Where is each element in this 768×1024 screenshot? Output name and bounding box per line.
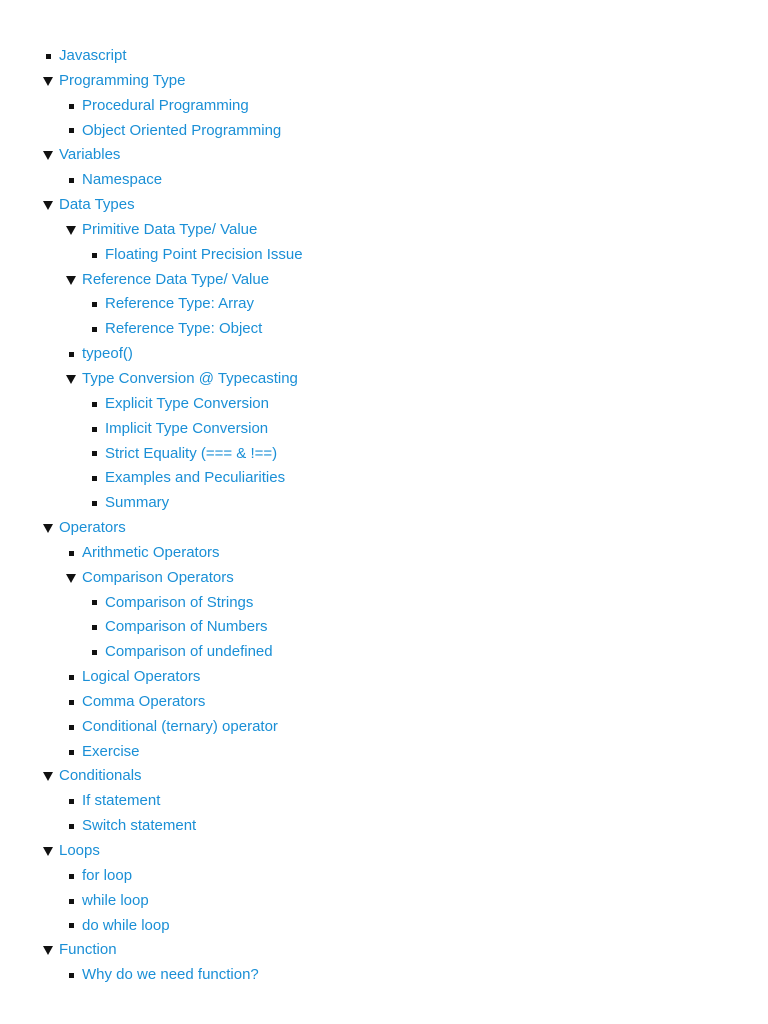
toc-item — [0, 516, 768, 541]
square-bullet-icon — [87, 292, 101, 317]
caret-down-icon[interactable] — [64, 566, 78, 591]
toc-link[interactable]: Conditionals — [59, 767, 142, 785]
toc-link[interactable]: Exercise — [82, 742, 140, 760]
toc-item — [0, 466, 768, 491]
toc-link[interactable]: Comparison of Strings — [105, 593, 254, 611]
toc-link[interactable]: Programming Type — [59, 71, 186, 89]
toc-link[interactable]: Examples and Peculiarities — [105, 469, 286, 487]
toc-item — [0, 938, 768, 963]
square-bullet-icon — [64, 168, 78, 193]
square-bullet-icon — [87, 417, 101, 442]
toc-item — [0, 342, 768, 367]
square-bullet-icon — [64, 914, 78, 939]
caret-down-icon[interactable] — [64, 367, 78, 392]
toc-item — [0, 615, 768, 640]
square-bullet-icon — [64, 665, 78, 690]
toc-item — [0, 94, 768, 119]
square-bullet-icon — [87, 392, 101, 417]
square-bullet-icon — [64, 119, 78, 144]
caret-down-icon[interactable] — [41, 143, 55, 168]
square-bullet-icon — [64, 789, 78, 814]
toc-link[interactable]: Variables — [59, 146, 121, 164]
caret-down-icon[interactable] — [41, 764, 55, 789]
caret-down-icon[interactable] — [41, 938, 55, 963]
toc-link[interactable]: while loop — [82, 891, 149, 909]
toc-link[interactable]: Arithmetic Operators — [82, 543, 220, 561]
toc-link[interactable]: Procedural Programming — [82, 96, 249, 114]
square-bullet-icon — [64, 715, 78, 740]
toc-link[interactable]: Conditional (ternary) operator — [82, 717, 278, 735]
toc-link[interactable]: Javascript — [59, 47, 127, 64]
square-bullet-icon — [87, 243, 101, 268]
toc-item — [0, 168, 768, 193]
square-bullet-icon — [64, 690, 78, 715]
toc-item — [0, 69, 768, 94]
toc-link[interactable]: Reference Data Type/ Value — [82, 270, 270, 288]
toc-link[interactable]: If statement — [82, 792, 161, 810]
square-bullet-icon — [64, 889, 78, 914]
square-bullet-icon — [64, 814, 78, 839]
toc-item — [0, 566, 768, 591]
toc-item — [0, 640, 768, 665]
toc-link[interactable]: Reference Type: Object — [105, 320, 263, 338]
toc-link[interactable]: Strict Equality (=== & !==) — [105, 444, 278, 462]
toc-link[interactable]: typeof() — [82, 345, 133, 363]
toc-item — [0, 491, 768, 516]
toc-item — [0, 193, 768, 218]
toc-link[interactable]: do while loop — [82, 916, 170, 934]
square-bullet-icon — [41, 44, 55, 69]
toc-link[interactable]: Object Oriented Programming — [82, 121, 282, 139]
toc-item — [0, 268, 768, 293]
toc-item — [0, 119, 768, 144]
toc-item — [0, 715, 768, 740]
square-bullet-icon — [64, 963, 78, 988]
toc-link[interactable]: Floating Point Precision Issue — [105, 245, 303, 263]
toc-item — [0, 665, 768, 690]
toc-link[interactable]: Operators — [59, 519, 126, 537]
caret-down-icon[interactable] — [41, 69, 55, 94]
toc-item — [0, 392, 768, 417]
toc-item — [0, 764, 768, 789]
caret-down-icon[interactable] — [41, 516, 55, 541]
toc-item — [0, 839, 768, 864]
toc-item — [0, 864, 768, 889]
toc-link[interactable]: Comparison of Numbers — [105, 618, 268, 636]
square-bullet-icon — [64, 864, 78, 889]
toc-item — [0, 789, 768, 814]
square-bullet-icon — [64, 541, 78, 566]
toc-link[interactable]: Logical Operators — [82, 668, 201, 686]
toc-link[interactable]: Switch statement — [82, 817, 197, 835]
toc-item — [0, 690, 768, 715]
toc-item — [0, 44, 768, 69]
square-bullet-icon — [87, 317, 101, 342]
toc-link[interactable]: for loop — [82, 866, 133, 884]
toc-item — [0, 814, 768, 839]
toc-link[interactable]: Comma Operators — [82, 692, 206, 710]
square-bullet-icon — [87, 615, 101, 640]
toc-link[interactable]: Comparison of undefined — [105, 643, 273, 661]
toc-link[interactable]: Reference Type: Array — [105, 295, 254, 313]
toc-item — [0, 243, 768, 268]
toc-item — [0, 292, 768, 317]
toc-link[interactable]: Loops — [59, 842, 100, 859]
caret-down-icon[interactable] — [64, 218, 78, 243]
square-bullet-icon — [64, 342, 78, 367]
toc-link[interactable]: Primitive Data Type/ Value — [82, 220, 258, 238]
toc-link[interactable]: Explicit Type Conversion — [105, 394, 269, 412]
toc-link[interactable]: Summary — [105, 494, 170, 512]
square-bullet-icon — [87, 591, 101, 616]
toc-item — [0, 740, 768, 765]
square-bullet-icon — [87, 491, 101, 516]
toc-item — [0, 367, 768, 392]
toc-item — [0, 963, 768, 988]
table-of-contents — [0, 44, 768, 988]
toc-link[interactable]: Data Types — [59, 196, 135, 214]
toc-item — [0, 442, 768, 467]
toc-item — [0, 218, 768, 243]
toc-item — [0, 591, 768, 616]
toc-item — [0, 417, 768, 442]
toc-link[interactable]: Why do we need function? — [82, 966, 259, 984]
caret-down-icon[interactable] — [64, 268, 78, 293]
toc-link[interactable]: Comparison Operators — [82, 568, 234, 586]
toc-item — [0, 889, 768, 914]
square-bullet-icon — [87, 442, 101, 467]
toc-item — [0, 914, 768, 939]
caret-down-icon[interactable] — [41, 193, 55, 218]
toc-link[interactable]: Type Conversion @ Typecasting — [82, 369, 298, 387]
toc-link[interactable]: Implicit Type Conversion — [105, 419, 269, 437]
square-bullet-icon — [87, 466, 101, 491]
toc-item — [0, 143, 768, 168]
toc-link[interactable]: Function — [59, 941, 117, 959]
square-bullet-icon — [87, 640, 101, 665]
square-bullet-icon — [64, 740, 78, 765]
toc-link[interactable]: Namespace — [82, 171, 163, 189]
caret-down-icon[interactable] — [41, 839, 55, 864]
toc-item — [0, 317, 768, 342]
toc-item — [0, 541, 768, 566]
square-bullet-icon — [64, 94, 78, 119]
